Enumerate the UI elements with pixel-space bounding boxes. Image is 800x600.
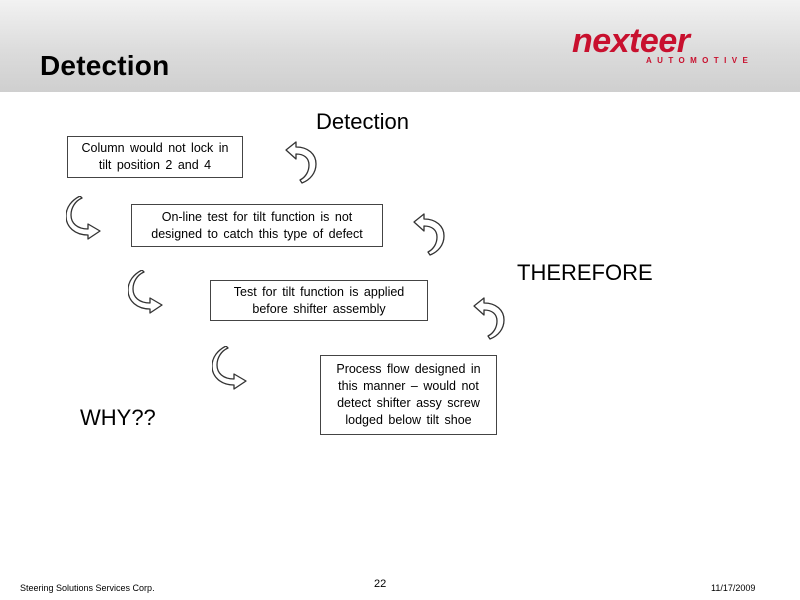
flow-box-4-text: Process flow designed in this manner – would not detect shifter assy screw lodged below tilt shoe [336, 362, 481, 427]
curved-arrow-right-icon [128, 270, 168, 314]
curved-arrow-right-icon [212, 346, 252, 390]
flow-box-2-text: On-line test for tilt function is not designed to catch this type of defect [151, 209, 363, 241]
why-label: WHY?? [80, 405, 156, 430]
page-number: 22 [374, 578, 387, 590]
slide-title: Detection [40, 50, 170, 81]
curved-arrow-left-icon [282, 140, 322, 184]
flow-box-2 [131, 204, 383, 247]
flow-box-1-text: Column would not lock in tilt position 2 and 4 [81, 141, 229, 172]
curved-arrow-right-icon [66, 196, 106, 240]
curved-arrow-left-icon [410, 212, 450, 256]
logo-subtitle: AUTOMOTIVE [646, 56, 754, 65]
footer-company: Steering Solutions Services Corp. [20, 583, 155, 593]
curved-arrow-left-icon [470, 296, 510, 340]
flow-box-3 [210, 280, 428, 321]
flow-box-1 [67, 136, 243, 178]
therefore-label: THEREFORE [517, 260, 653, 285]
diagram-title: Detection [316, 109, 409, 134]
flow-box-4 [320, 355, 497, 435]
logo-wordmark: nexteer [572, 22, 690, 60]
nexteer-logo [572, 22, 762, 66]
footer-date: 11/17/2009 [711, 583, 756, 593]
flow-box-3-text: Test for tilt function is applied before shifter assembly [233, 284, 405, 316]
